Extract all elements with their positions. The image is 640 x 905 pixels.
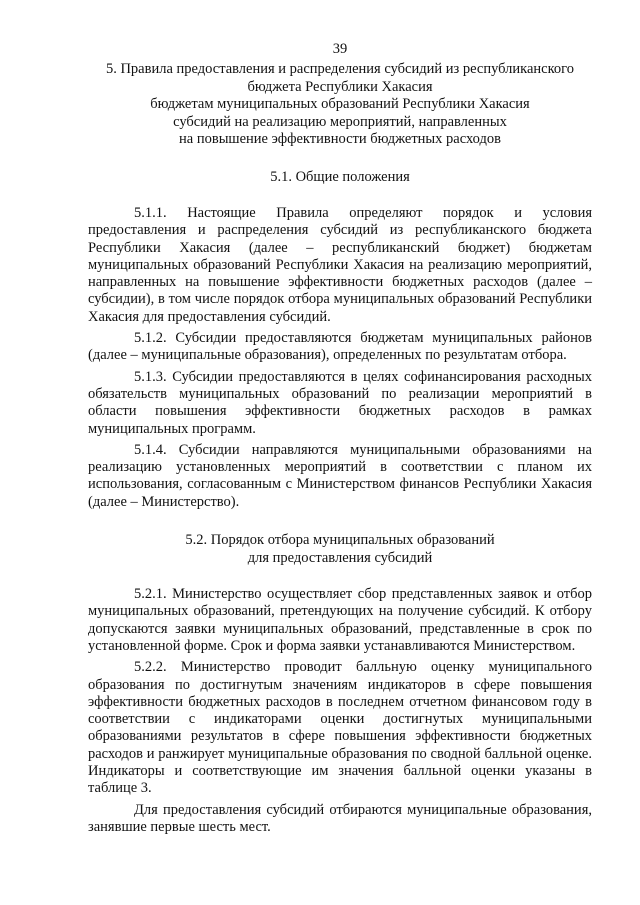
section-heading-general: [88, 169, 592, 187]
paragraph-5-1-2: 5.1.2. Субсидии предоставляются бюджетам муниципальных районов (далее – муниципальные образования), определенных по результатам отбора.: [88, 330, 592, 364]
section-heading-line: 5.1. Общие положения: [270, 168, 410, 185]
section-heading-line: для предоставления субсидий: [247, 549, 433, 566]
page-number: 39: [332, 41, 348, 57]
title-line: 5. Правила предоставления и распределения субсидий из республиканского: [105, 61, 575, 77]
section-heading-selection: [88, 532, 592, 567]
document-title: [88, 61, 592, 149]
paragraph-selection-result: Для предоставления субсидий отбираются муниципальные образования, занявшие первые шесть мест.: [88, 801, 592, 835]
document-page: [88, 40, 592, 840]
paragraph-5-1-4: 5.1.4. Субсидии направляются муниципальными образованиями на реализацию установленных мероприятий в соответствии с планом их использования, согласованным с Министерством финансов Республики Хакасия (далее – Министерство).: [88, 441, 592, 510]
paragraph-5-2-1: 5.2.1. Министерство осуществляет сбор представленных заявок и отбор муниципальных образований, претендующих на получение субсидий. К отбору допускаются заявки муниципальных образований, представленные в срок по установленной форме. Срок и форма заявки устанавливаются Министерством.: [88, 586, 592, 654]
paragraph-5-1-1: 5.1.1. Настоящие Правила определяют порядок и условия предоставления и распределения субсидий из республиканского бюджета Республики Хакасия (далее – республиканский бюджет) бюджетам муниципальных образований Республики Хакасия на реализацию мероприятий, направленных на повышение эффективности бюджетных расходов (далее – субсидии), в том числе порядок отбора муниципальных образований Республики Хакасия для предоставления субсидий.: [88, 205, 592, 325]
title-line: субсидий на реализацию мероприятий, направленных: [173, 113, 507, 130]
title-line: бюджетам муниципальных образований Республики Хакасия: [150, 96, 530, 112]
title-line: бюджета Республики Хакасия: [247, 78, 433, 95]
section-heading-line: 5.2. Порядок отбора муниципальных образований: [185, 532, 495, 549]
title-line: на повышение эффективности бюджетных расходов: [179, 131, 501, 147]
paragraph-5-2-2: 5.2.2. Министерство проводит балльную оценку муниципального образования по достигнутым значениям индикаторов в сфере повышения эффективности бюджетных расходов в последнем отчетном финансовом году в соответствии с индикаторами оценки достигнутых муниципальными образованиями результатов в сфере повышения эффективности бюджетных расходов и ранжирует муниципальные образования по сводной балльной оценке. Индикаторы и соответствующие им значения балльной оценки указаны в таблице 3.: [88, 659, 592, 797]
paragraph-5-1-3: 5.1.3. Субсидии предоставляются в целях софинансирования расходных обязательств муниципальных образований по реализации мероприятий в области повышения эффективности бюджетных расходов в рамках муниципальных программ.: [88, 368, 592, 437]
